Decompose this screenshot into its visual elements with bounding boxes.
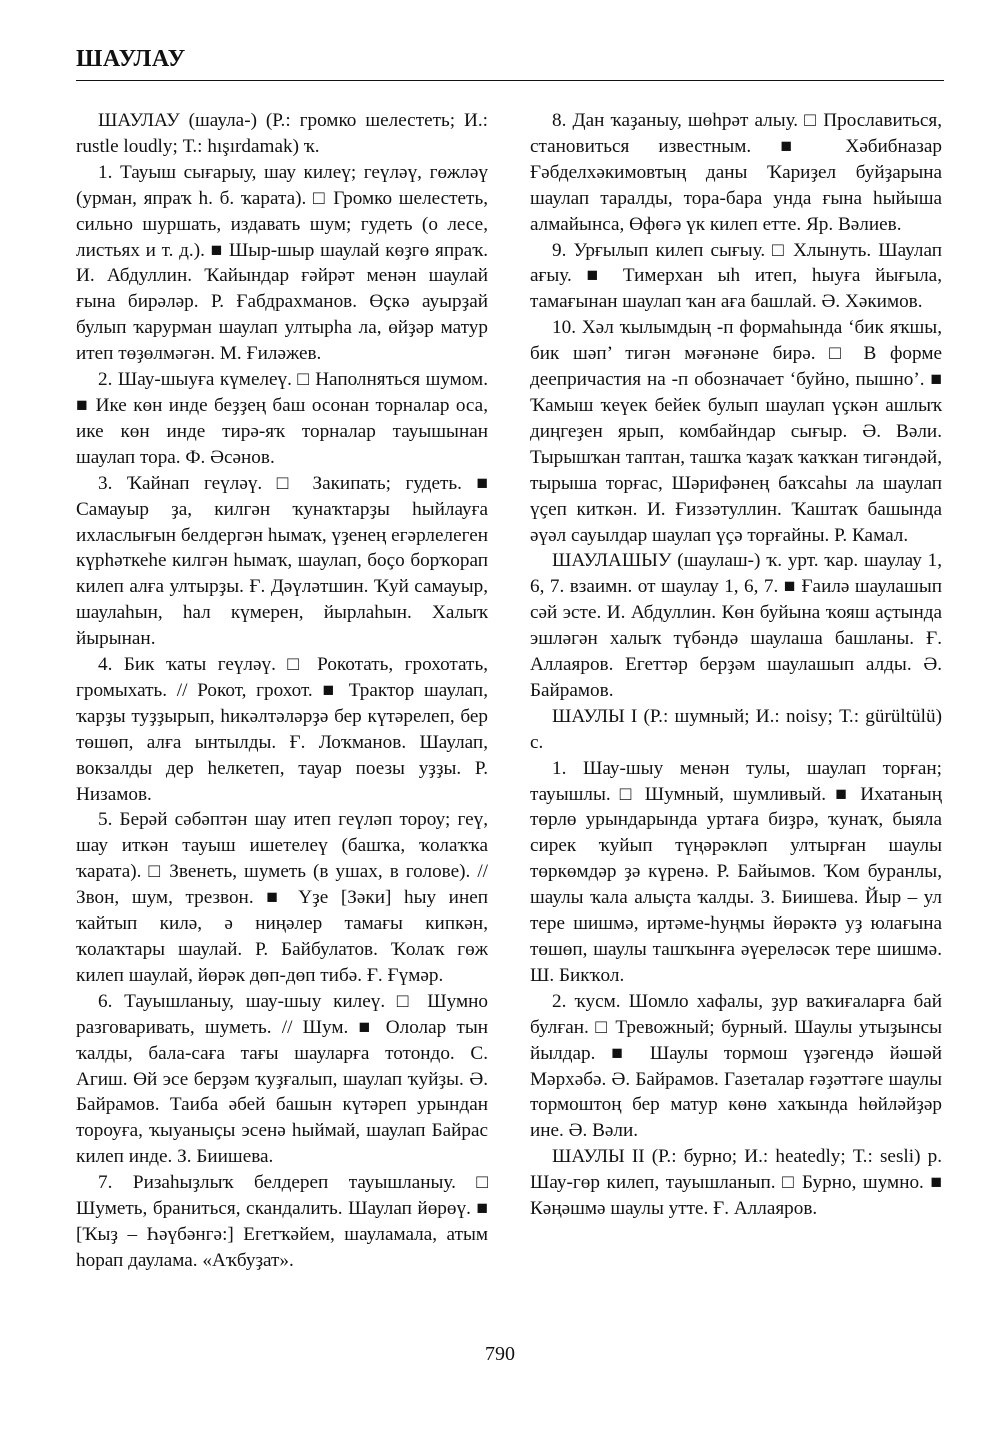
header-rule	[76, 80, 944, 81]
entry-paragraph: 3. Ҡайнап геүләү. □ Закипать; гудеть. ■ Самауыр ҙа, килгән ҡунаҡтарҙы һыйлауға ихласлығын белдергән һымаҡ, үҙенең егәрлелеген күрһәткеһе килгән һымаҡ, шаулап, боҫо борҡорап килеп алға ултырҙы. Ғ. Дәүләтшин. Ҡуй самауыр, шаулаһын, һал күмерен, йырлаһын. Халыҡ йырынан.	[76, 472, 488, 650]
entry-paragraph: 1. Шау-шыу менән тулы, шаулап торған; тауышлы. □ Шумный, шумливый. ■ Ихатаның төрлө урындарында уртаға биҙрә, ҡунаҡ, быяла сирек ҡуйып түңәрәкләп ултырған шаулы төркөмдәр ҙә күренә. Р. Байымов. Ҡом буранлы, шаулы ҡала алыҫта ҡалды. З. Биишева. Йыр – ул тере шишмә, иртәме-һуңмы йөрәктә уҙ юлағына төшөп, шаулы ташҡынға әүереләсәк тере шишмә. Ш. Бикҡол.	[530, 757, 942, 986]
right-column	[530, 108, 942, 1222]
entry-paragraph: 5. Берәй сәбәптән шау итеп геүләп тороу; геү, шау иткән тауыш ишетелеү (башҡа, ҡолаҡҡа ҡарата). □ Звенеть, шуметь (в ушах, в голове). // Звон, шум, трезвон. ■ Үҙе [Зәки] һыу инеп ҡайтып килә, ә ниңәлер тамағы кипкән, ҡолаҡтары шаулай. Р. Байбулатов. Ҡолаҡ гөж килеп шаулай, йөрәк дөп-дөп тибә. Ғ. Ғүмәр.	[76, 809, 488, 986]
entry-paragraph: 10. Хәл ҡылымдың -п формаһында ‘бик яҡшы, бик шәп’ тигән мәғәнәне бирә. □ В форме деепричастия на -п обозначает ‘буйно, пышно’. ■ Ҡамыш ҡеүек бейек булып шаулап үҫкән ашлыҡ диңгеҙен ярып, комбайндар сығыр. Ә. Вәли. Тырышҡан таптан, ташҡа ҡаҙаҡ ҡаҡҡан тигәндәй, тырыша торғас, Шәрифәнең баҡсаһы ла шаулап үҫеп киткән. И. Ғиззәтуллин. Ҡаштаҡ башында әүәл сауылдар шаулап үҫә торғайны. Р. Камал.	[530, 317, 942, 546]
running-head: ШАУЛАУ	[76, 46, 186, 72]
entry-paragraph: ШАУЛЫ I (Р.: шумный; И.: noisy; Т.: gürültülü) с.	[530, 705, 942, 753]
entry-paragraph: 9. Урғылып килеп сығыу. □ Хлынуть. Шаулап ағыу. ■ Тимерхан ыһ итеп, һыуға йығыла, тамағынан шаулап ҡан аға башлай. Ә. Хәкимов.	[530, 239, 942, 313]
entry-paragraph: 2. ҡусм. Шомло хафалы, ҙур ваҡиғаларға бай булған. □ Тревожный; бурный. Шаулы утыҙынсы йылдар. ■ Шаулы тормош үҙәгендә йәшәй Мәрхәбә. Ә. Байрамов. Газеталар ғәҙәттәге шаулы тормоштоң бер матур көнө хаҡында һөйләйҙәр ине. Ә. Вәли.	[530, 990, 942, 1142]
left-column	[76, 108, 488, 1274]
entry-paragraph: 6. Тауышланыу, шау-шыу килеү. □ Шумно разговаривать, шуметь. // Шум. ■ Ололар тын ҡалды, бала-саға тағы шауларға тотондо. С. Агиш. Өй эсе берҙәм ҡуҙғалып, шаулап ҡуйҙы. Ә. Байрамов. Таиба әбей башын күтәреп урындан тороуға, ҡыуаныҫы эсенә һыймай, шаулап Байрас килеп инде. З. Биишева.	[76, 990, 488, 1168]
entry-paragraph: ШАУЛАШЫУ (шаулаш-) ҡ. урт. ҡар. шаулау 1, 6, 7. взаимн. от шаулау 1, 6, 7. ■ Ғаилә шаулашып сәй эсте. И. Абдуллин. Көн буйына ҡояш аҫтында эшләгән халыҡ түбәндә шаулаша башланы. Ғ. Аллаяров. Егеттәр берҙәм шаулашып алды. Ә. Байрамов.	[530, 550, 942, 701]
entry-paragraph: 1. Тауыш сығарыу, шау килеү; геүләү, гөжләү (урман, япраҡ һ. б. ҡарата). □ Громко шелестеть, сильно шуршать, издавать шум; гудеть (о лесе, листьях и т. д.). ■ Шыр-шыр шаулай көҙгө япраҡ. И. Абдуллин. Ҡайындар ғәйрәт менән шаулай ғына бирәләр. Р. Ғабдрахманов. Өҫкә ауырҙай булып ҡарурман шаулап ултырһа ла, өйҙәр матур итеп төҙөлмәгән. М. Ғиләжев.	[76, 161, 488, 365]
entry-paragraph: ШАУЛАУ (шаула-) (Р.: громко шелестеть; И.: rustle loudly; Т.: hışırdamak) ҡ.	[76, 110, 488, 157]
entry-paragraph: ШАУЛЫ II (Р.: бурно; И.: heatedly; Т.: sesli) р. Шау-гөр килеп, тауышланып. □ Бурно, шумно. ■ Кәңәшмә шаулы утте. Ғ. Аллаяров.	[530, 1146, 942, 1220]
entry-paragraph: 7. Ризаһыҙлыҡ белдереп тауышланыу. □ Шуметь, браниться, скандалить. Шаулап йөрөү. ■ [Ҡыҙ – Һәүбәнгә:] Егетҡәйем, шауламала, атым һорап даулама. «Аҡбуҙат».	[76, 1172, 488, 1271]
entry-paragraph: 8. Дан ҡаҙаныу, шөһрәт алыу. □ Прославиться, становиться известным. ■ Хәбибназар Ғәбделхәкимовтың даны Ҡариҙел буйҙарына шаулап таралды, тора-бара унда ғына һыйыша алмайынса, Өфөгә үк килеп етте. Яр. Вәлиев.	[530, 110, 942, 235]
page-number: 790	[485, 1343, 515, 1365]
entry-paragraph: 4. Бик ҡаты геүләү. □ Рокотать, грохотать, громыхать. // Рокот, грохот. ■ Трактор шаулап, ҡарҙы туҙҙырып, һикәлтәләрҙә бер күтәрелеп, бер төшөп, алға ынтылды. Ғ. Лоҡманов. Шаулап, вокзалды дер һелкетеп, тауар поезы уҙҙы. Р. Низамов.	[76, 654, 488, 805]
entry-paragraph: 2. Шау-шыуға күмелеү. □ Наполняться шумом. ■ Ике көн инде беҙҙең баш осонан торналар оса, ике көн инде тирә-яҡ торналар тауышынан шаулап тора. Ф. Әсәнов.	[76, 369, 488, 468]
